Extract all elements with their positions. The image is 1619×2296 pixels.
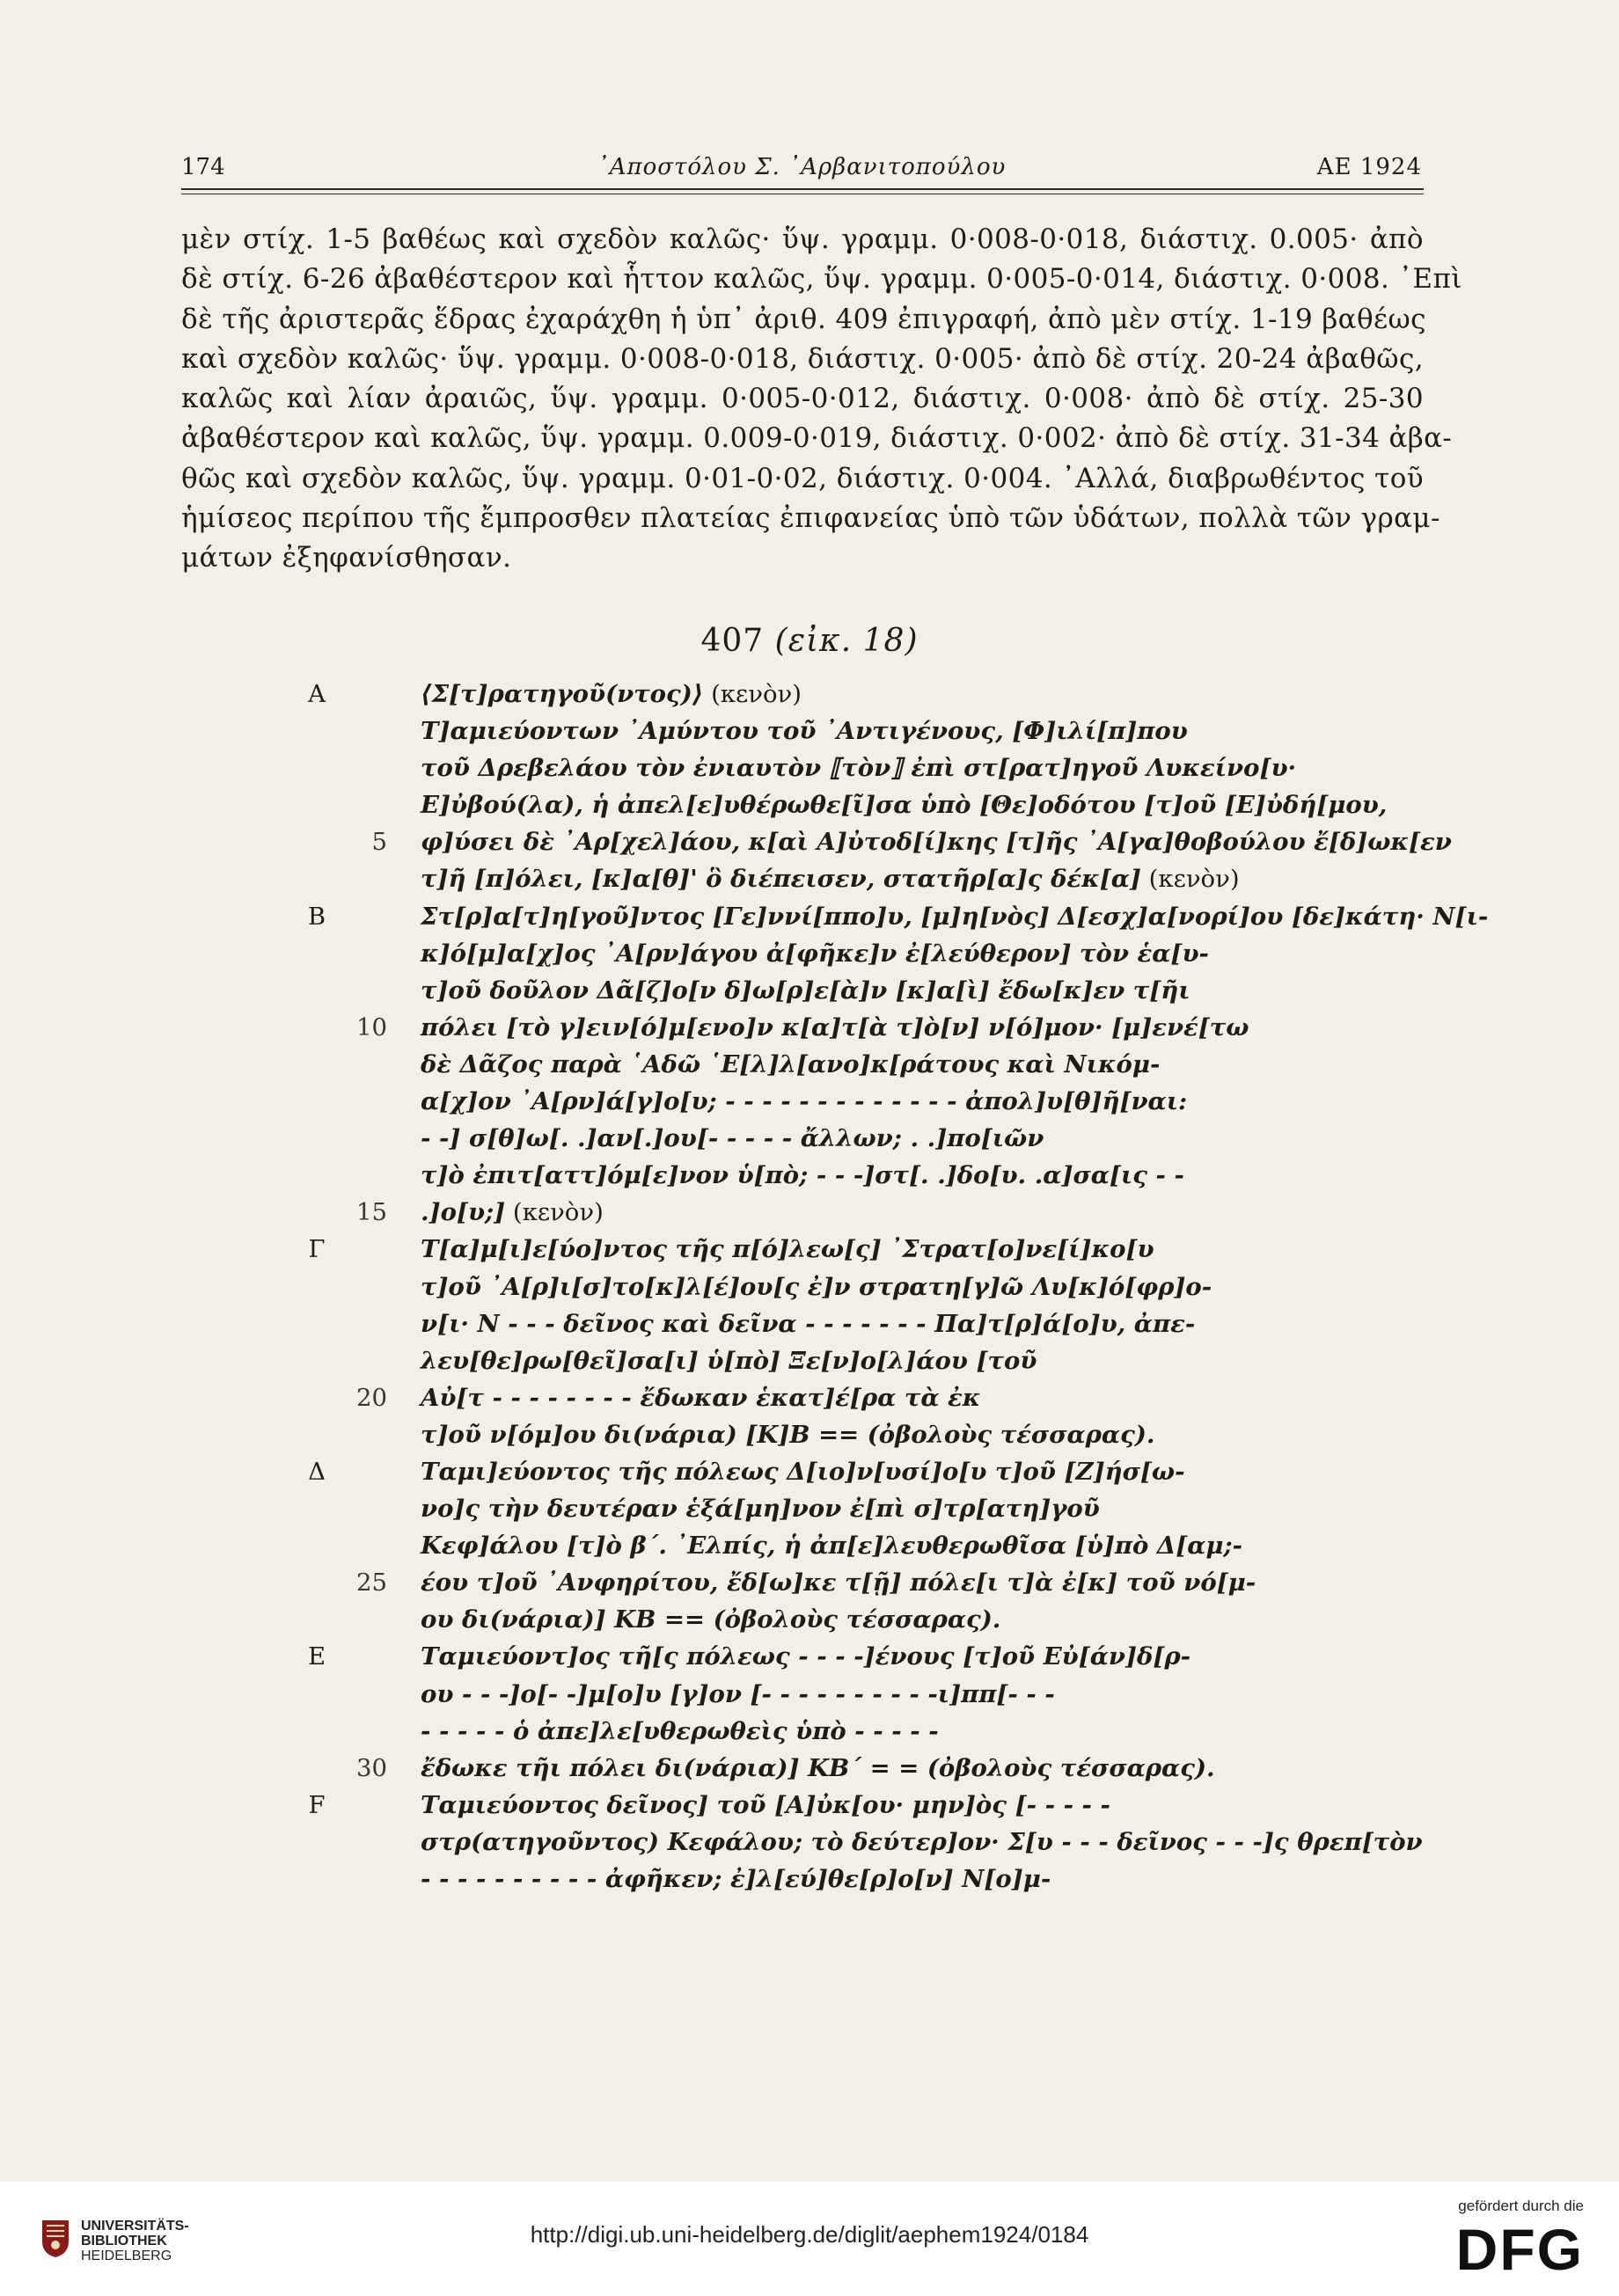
greek-text: Στ[ρ]α[τ]η[γοῦ]ντος [Γε]ννί[ππο]υ, [μ]η[νὸς] Δ[εσχ]α[νορί]ου [δε]κάτη· Ν[ι- [421,902,1489,931]
greek-text: Κεφ]άλου [τ]ὸ β΄. ᾿Ελπίς, ἡ ἀπ[ε]λευθερωθῖσα [ὑ]πὸ Δ[αμ;- [421,1532,1243,1561]
inscription-line [0,1269,1619,1305]
inscription-line [0,1527,1619,1564]
inscription-line-text [421,786,1387,823]
header-rule [181,188,1424,190]
inscription-line [0,972,1619,1009]
inscription-line [0,1453,1619,1490]
volume-label: ΑΕ 1924 [1316,154,1422,180]
dfg-wordmark: DFG [1455,2217,1584,2282]
running-header [181,154,1422,193]
inscription-line [0,1416,1619,1453]
greek-text: ου - - -]ο[- -]μ[ο]υ [γ]ον [- - - - - - - - - -ι]ππ[- - - [421,1679,1055,1708]
greek-text: τ]οῦ ν[όμ]ου δι(νάρια) [Κ]Β == (ὀβολοὺς τέσσαρας). [421,1420,1155,1449]
inscription-line [0,713,1619,749]
greek-text: ν[ι· Ν - - - δεῖνος καὶ δεῖνα - - - - - - - Πα]τ[ρ]ά[ο]υ, ἀπε- [421,1309,1196,1338]
inscription-line-text [421,1269,1212,1305]
inscription-line [0,1083,1619,1120]
inscription-line [0,1379,1619,1416]
inscription-line [0,676,1619,713]
inscription-line-text [421,713,1188,749]
greek-text: έου τ]οῦ ᾿Ανφηρίτου, ἔδ[ω]κε τ[ῇ] πόλε[ι τ]ὰ ἐ[κ] τοῦ νό[μ- [421,1568,1256,1598]
inscription-line [0,1009,1619,1046]
inscription-line-text [421,1750,1215,1787]
greek-text: Ταμιεύοντ]ος τῆ[ς πόλεως - - - -]ένους [τ]οῦ Εὐ[άν]δ[ρ- [421,1642,1191,1671]
inscription-line-text [421,1009,1249,1046]
intro-line: καλῶς καὶ λίαν ἀραιῶς, ὕψ. γραμμ. 0·005-0·012, διάστιχ. 0·008· ἀπὸ δὲ στίχ. 25-30 [181,383,1424,415]
intro-line: ἀβαθέστερον καὶ καλῶς, ὕψ. γραμμ. 0.009-0·019, διάστιχ. 0·002· ἀπὸ δὲ στίχ. 31-34 ἀβα- [181,422,1453,455]
inscription-line [0,1713,1619,1750]
inscription-line-text [421,1453,1185,1490]
greek-text: φ]ύσει δὲ ᾿Αρ[χελ]άου, κ[αὶ Α]ὐτοδ[ί]κης [τ]ῆς ᾿Α[γα]θοβούλου ἔ[δ]ωκ[εν [421,828,1452,857]
inscription-line [0,1194,1619,1231]
greek-text: ἔδωκε τῆι πόλει δι(νάρια)] ΚΒ΄ = = (ὀβολοὺς τέσσαρας). [421,1753,1215,1782]
line-number: 25 [356,1568,387,1598]
inscription-line-text [421,1120,1044,1157]
intro-line: καὶ σχεδὸν καλῶς· ὕψ. γραμμ. 0·008-0·018, διάστιχ. 0·005· ἀπὸ δὲ στίχ. 20-24 ἀβαθῶς, [181,342,1424,375]
inscription-line-text [421,1231,1154,1268]
inscription-line [0,898,1619,935]
inscription-line-text [421,1342,1037,1379]
greek-text: Ταμιεύοντος δεῖνος] τοῦ [Α]ὐκ[ου· μην]ὸς [- - - - - [421,1790,1110,1819]
greek-text: Ταμι]εύοντος τῆς πόλεως Δ[ιο]ν[υσί]ο[υ τ]οῦ [Ζ]ήσ[ω- [421,1457,1185,1486]
greek-text: κ]ό[μ]α[χ]ος ᾿Α[ρν]άγου ἀ[φῆκε]ν ἐ[λεύθερον] τὸν ἑα[υ- [421,939,1209,968]
inscription-line-text [421,1379,980,1416]
inscription-line-text [421,1305,1195,1342]
greek-text: τ]οῦ ᾿Α[ρ]ι[σ]το[κ]λ[έ]ου[ς ἐ]ν στρατη[γ]ῶ Λυ[κ]ό[φρ]ο- [421,1272,1212,1301]
greek-text: τ]ὸ ἐπιτ[αττ]όμ[ε]νον ὑ[πὸ; - - -]στ[. .]δο[υ. .α]σα[ις - - [421,1161,1184,1190]
section-letter: F [308,1790,326,1819]
greek-text: πόλει [τὸ γ]ειν[ό]μ[ενο]ν κ[α]τ[ὰ τ]ὸ[ν] ν[ό]μον· [μ]ενέ[τω [421,1013,1249,1042]
inscription-line [0,749,1619,786]
inscription-line-text [421,1564,1256,1601]
permalink-url[interactable]: http://digi.ub.uni-heidelberg.de/diglit/aephem1924/0184 [530,2221,1089,2248]
inscription-line-text [421,1194,604,1231]
inscription-line-text [421,749,1296,786]
digitization-footer [0,2182,1619,2296]
inscription-line-text [421,1046,1160,1083]
greek-text: δὲ Δᾶζος παρὰ ῾Αδῶ ῾Ε[λ]λ[ανο]κ[ράτους καὶ Νικόμ- [421,1049,1161,1079]
inscription-line [0,786,1619,823]
funded-by-label: gefördert durch die [1458,2197,1584,2214]
inscription-line [0,1638,1619,1675]
inscription-line [0,1120,1619,1157]
line-number: 15 [356,1198,387,1227]
greek-text: ⟨Σ[τ]ρατηγοῦ(ντος)⟩ [421,680,704,708]
greek-text: - - - - - ὁ ἀπε]λε[υθερωθεὶς ὑπὸ - - - - - [421,1716,939,1745]
inscription-line [0,1861,1619,1897]
inscription-line-text [421,1527,1242,1564]
inscription-line-text [421,1601,1000,1638]
section-letter: Α [308,680,326,708]
inscription-line-text [421,676,802,713]
greek-text: τ]οῦ δοῦλον Δᾶ[ζ]ο[ν δ]ω[ρ]ε[ὰ]ν [κ]α[ὶ] ἔδω[κ]εν τ[ῆι [421,976,1190,1005]
greek-text: Τ[α]μ[ι]ε[ύο]ντος τῆς π[ό]λεω[ς] ᾿Στρατ[ο]νε[ί]κο[υ [421,1235,1154,1264]
section-letter: Δ [308,1457,326,1486]
inscription-line-text [421,860,1240,897]
inscription-line-text [421,1083,1187,1120]
running-title: ᾿Αποστόλου Σ. ᾿Αρβανιτοπούλου [597,154,1007,180]
greek-text: - -] σ[θ]ω[. .]αν[.]ου[- - - - - ἄλλων; . .]πο[ιῶν [421,1124,1044,1153]
line-number: 5 [371,828,387,857]
greek-text: .]ο[υ;] [421,1198,506,1227]
inscription-line [0,1676,1619,1713]
inscription-line [0,1231,1619,1268]
inscription-number: 407 [700,623,765,659]
greek-text: στρ(ατηγοῦντος) Κεφάλου; τὸ δεύτερ]ον· Σ[υ - - - δεῖνος - - -]ς θρεπ[τὸν [421,1827,1423,1856]
library-name-line1: UNIVERSITÄTS- [81,2219,189,2234]
inscription-line-text [421,898,1488,935]
section-letter: Γ [308,1235,326,1264]
greek-text: Αὐ[τ - - - - - - - - ἔδωκαν ἑκατ]έ[ρα τὰ ἐκ [421,1383,981,1412]
inscription-line [0,1342,1619,1379]
greek-text: α[χ]ον ᾿Α[ρν]ά[γ]ο[υ; - - - - - - - - - - - - - ἀπολ]υ[θ]ῆ[ναι: [421,1087,1188,1116]
inscription-line [0,860,1619,897]
inscription-line-text [421,1638,1190,1675]
section-letter: Ε [307,1642,326,1671]
intro-line: δὲ τῆς ἀριστερᾶς ἕδρας ἐχαράχθη ἡ ὑπ᾿ ἀριθ. 409 ἐπιγραφή, ἀπὸ μὲν στίχ. 1-19 βαθέως [181,303,1426,335]
greek-text: Τ]αμιεύοντων ᾿Αμύντου τοῦ ᾿Αντιγένους, [Φ]ιλί[π]που [421,717,1188,746]
intro-line: δὲ στίχ. 6-26 ἀβαθέστερον καὶ ἧττον καλῶς, ὕψ. γραμμ. 0·005-0·014, διάστιχ. 0·008. ᾿Επὶ [181,263,1462,296]
figure-reference: (εἰκ. 18) [774,623,919,659]
library-name-line3: HEIDELBERG [81,2248,172,2263]
inscription-line [0,1564,1619,1601]
inscription-line-text [421,1416,1154,1453]
greek-text: τοῦ Δρεβελάου τὸν ἐνιαυτὸν ⟦τὸν⟧ ἐπὶ στ[ρατ]ηγοῦ Λυκείνο[υ· [421,754,1297,783]
line-number: 30 [356,1753,387,1782]
inscription-line [0,1490,1619,1527]
line-number: 10 [356,1013,387,1042]
inscription-line-text [421,1787,1110,1824]
editorial-note: (κενὸν) [505,1198,604,1227]
inscription-line-text [421,1824,1423,1861]
inscription-line-text [421,1490,1100,1527]
section-letter: Β [307,902,326,931]
library-name-line2: BIBLIOTHEK [81,2234,167,2248]
inscription-line [0,1787,1619,1824]
inscription-line [0,1305,1619,1342]
greek-text: Ε]ὐβού(λα), ἡ ἀπελ[ε]υθέρωθε[ῖ]σα ὑπὸ [Θε]οδότου [τ]οῦ [Ε]ὐδή[μου, [421,791,1388,820]
intro-line: θῶς καὶ σχεδὸν καλῶς, ὕψ. γραμμ. 0·01-0·02, διάστιχ. 0·004. ᾿Αλλά, διαβρωθέντος τοῦ [181,462,1424,494]
inscription-line [0,1157,1619,1194]
greek-text: λευ[θε]ρω[θεῖ]σα[ι] ὑ[πὸ] Ξε[ν]ο[λ]άου [τοῦ [421,1346,1037,1375]
greek-text: τ]ῆ [π]όλει, [κ]α[θ]' ὃ διέπεισεν, στατῆρ[α]ς δέκ[α] [421,865,1141,894]
inscription-line-text [421,1713,939,1750]
intro-line: μὲν στίχ. 1-5 βαθέως καὶ σχεδὸν καλῶς· ὕψ. γραμμ. 0·008-0·018, διάστιχ. 0.005· ἀπὸ [181,223,1424,255]
greek-text: - - - - - - - - - - ἀφῆκεν; ἐ]λ[εύ]θε[ρ]ο[ν] Ν[ο]μ- [421,1865,1051,1893]
inscription-line-text [421,1676,1055,1713]
inscription-line [0,1601,1619,1638]
intro-paragraph [181,220,1462,579]
dfg-logo[interactable] [1417,2197,1584,2282]
page-number: 174 [181,154,225,180]
inscription-line [0,1046,1619,1083]
inscription-text [0,676,1619,1897]
greek-text: νο]ς τὴν δευτέραν ἑξά[μη]νον ἐ[πὶ σ]τρ[ατη]γοῦ [421,1495,1100,1524]
editorial-note: (κενὸν) [1140,865,1240,894]
greek-text: ου δι(νάρια)] ΚΒ == (ὀβολοὺς τέσσαρας). [421,1605,1001,1634]
intro-line: ἡμίσεος περίπου τῆς ἔμπροσθεν πλατείας ἐπιφανείας ὑπὸ τῶν ὑδάτων, πολλὰ τῶν γραμ- [181,502,1440,535]
editorial-note: (κενὸν) [703,680,802,708]
inscription-line-text [421,972,1190,1009]
inscription-line-text [421,823,1452,860]
inscription-heading [0,623,1619,659]
inscription-line-text [421,1861,1051,1897]
inscription-line-text [421,935,1209,972]
inscription-line [0,935,1619,972]
inscription-line [0,823,1619,860]
inscription-line [0,1750,1619,1787]
line-number: 20 [356,1383,387,1412]
inscription-line-text [421,1157,1184,1194]
intro-line: μάτων ἐξηφανίσθησαν. [181,542,512,574]
inscription-line [0,1824,1619,1861]
